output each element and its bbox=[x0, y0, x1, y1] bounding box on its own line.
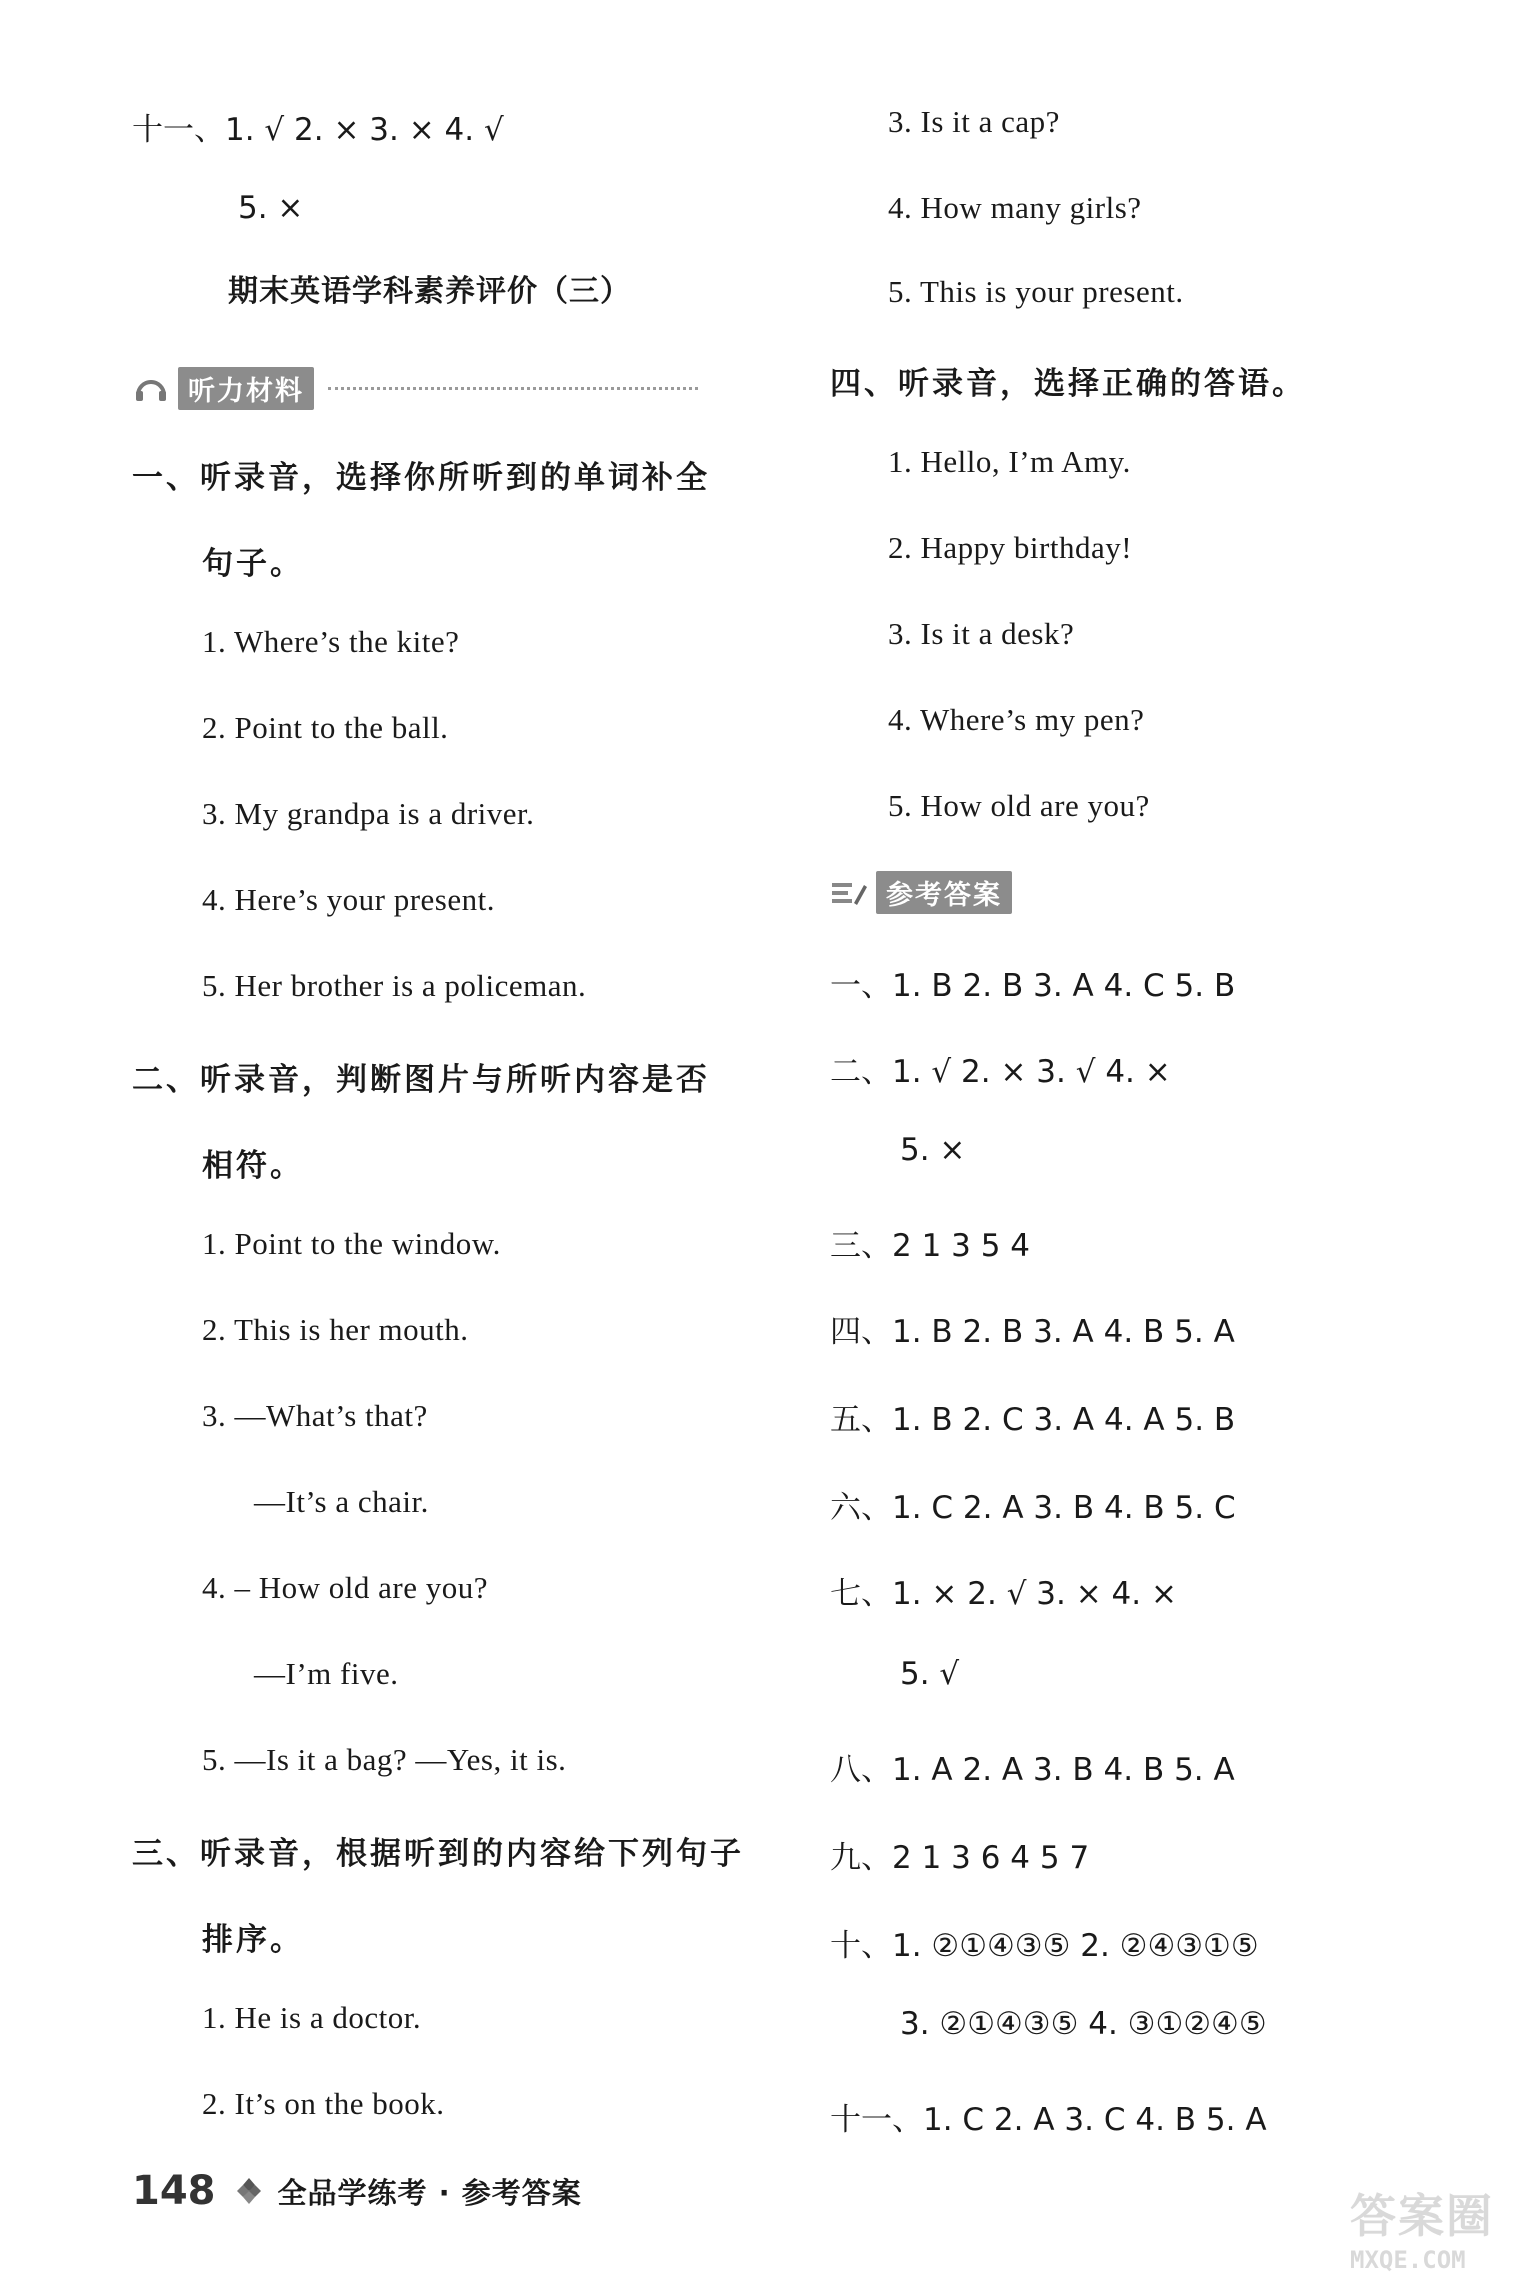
list-item: 3. —What’s that? bbox=[202, 1398, 428, 1433]
list-item: —It’s a chair. bbox=[254, 1484, 429, 1519]
answer-line-11-cont: 5. × bbox=[238, 190, 304, 226]
question-2-line-1: 二、听录音，判断图片与所听内容是否 bbox=[132, 1062, 710, 1098]
list-item: 4. Where’s my pen? bbox=[888, 702, 1145, 737]
answer-line: 五、1. B 2. C 3. A 4. A 5. B bbox=[830, 1402, 1236, 1438]
diamond-flower-icon bbox=[234, 2176, 264, 2206]
pencil-lines-icon bbox=[830, 877, 868, 907]
list-item: 2. Point to the ball. bbox=[202, 710, 449, 745]
answer-line: 十、1. ②①④③⑤ 2. ②④③①⑤ bbox=[830, 1928, 1259, 1964]
list-item: 1. He is a doctor. bbox=[202, 2000, 422, 2035]
answer-line: 四、1. B 2. B 3. A 4. B 5. A bbox=[830, 1314, 1235, 1350]
watermark-logo: 答案圈 bbox=[1350, 2189, 1494, 2243]
answer-line: 九、2 1 3 6 4 5 7 bbox=[830, 1840, 1090, 1876]
divider bbox=[328, 387, 698, 390]
question-3-line-2: 排序。 bbox=[202, 1922, 304, 1958]
answers-section-header bbox=[830, 872, 1012, 912]
question-1-line-1: 一、听录音，选择你所听到的单词补全 bbox=[132, 460, 710, 496]
answer-line: 5. × bbox=[900, 1132, 966, 1168]
list-item: —I’m five. bbox=[254, 1656, 399, 1691]
answer-line: 3. ②①④③⑤ 4. ③①②④⑤ bbox=[900, 2006, 1267, 2042]
list-item: 2. This is her mouth. bbox=[202, 1312, 469, 1347]
list-item: 4. Here’s your present. bbox=[202, 882, 495, 917]
list-item: 2. It’s on the book. bbox=[202, 2086, 445, 2121]
answer-line: 二、1. √ 2. × 3. √ 4. × bbox=[830, 1054, 1171, 1090]
answer-line-11: 十一、1. √ 2. × 3. × 4. √ bbox=[132, 112, 504, 148]
list-item: 4. – How old are you? bbox=[202, 1570, 488, 1605]
answer-line: 5. √ bbox=[900, 1656, 960, 1692]
footer-title: 全品学练考 · 参考答案 bbox=[277, 2175, 582, 2210]
answer-line: 十一、1. C 2. A 3. C 4. B 5. A bbox=[830, 2102, 1267, 2138]
list-item: 5. This is your present. bbox=[888, 274, 1184, 309]
list-item: 2. Happy birthday! bbox=[888, 530, 1133, 565]
page-title: 期末英语学科素养评价（三） bbox=[228, 274, 631, 309]
answers-section-label: 参考答案 bbox=[876, 871, 1012, 914]
listening-section-header bbox=[132, 368, 698, 408]
list-item: 3. My grandpa is a driver. bbox=[202, 796, 535, 831]
question-3-line-1: 三、听录音，根据听到的内容给下列句子 bbox=[132, 1836, 744, 1872]
answer-line: 三、2 1 3 5 4 bbox=[830, 1228, 1031, 1264]
watermark bbox=[1350, 2180, 1530, 2276]
answer-line: 一、1. B 2. B 3. A 4. C 5. B bbox=[830, 968, 1236, 1004]
headphones-icon bbox=[132, 373, 170, 403]
answer-line: 六、1. C 2. A 3. B 4. B 5. C bbox=[830, 1490, 1236, 1526]
listening-section-label: 听力材料 bbox=[178, 367, 314, 410]
list-item: 5. Her brother is a policeman. bbox=[202, 968, 587, 1003]
list-item: 1. Where’s the kite? bbox=[202, 624, 460, 659]
question-1-line-2: 句子。 bbox=[202, 546, 304, 582]
answer-line: 七、1. × 2. √ 3. × 4. × bbox=[830, 1576, 1177, 1612]
watermark-url: MXQE.COM bbox=[1350, 2246, 1466, 2274]
answer-line: 八、1. A 2. A 3. B 4. B 5. A bbox=[830, 1752, 1235, 1788]
question-2-line-2: 相符。 bbox=[202, 1148, 304, 1184]
list-item: 4. How many girls? bbox=[888, 190, 1142, 225]
list-item: 3. Is it a cap? bbox=[888, 104, 1060, 139]
right-column bbox=[790, 0, 1536, 2280]
question-4-line-1: 四、听录音，选择正确的答语。 bbox=[830, 366, 1306, 402]
list-item: 5. —Is it a bag? —Yes, it is. bbox=[202, 1742, 567, 1777]
list-item: 1. Point to the window. bbox=[202, 1226, 501, 1261]
list-item: 5. How old are you? bbox=[888, 788, 1150, 823]
list-item: 3. Is it a desk? bbox=[888, 616, 1075, 651]
page-number: 148 bbox=[132, 2168, 216, 2214]
page-footer bbox=[132, 2168, 582, 2214]
list-item: 1. Hello, I’m Amy. bbox=[888, 444, 1131, 479]
